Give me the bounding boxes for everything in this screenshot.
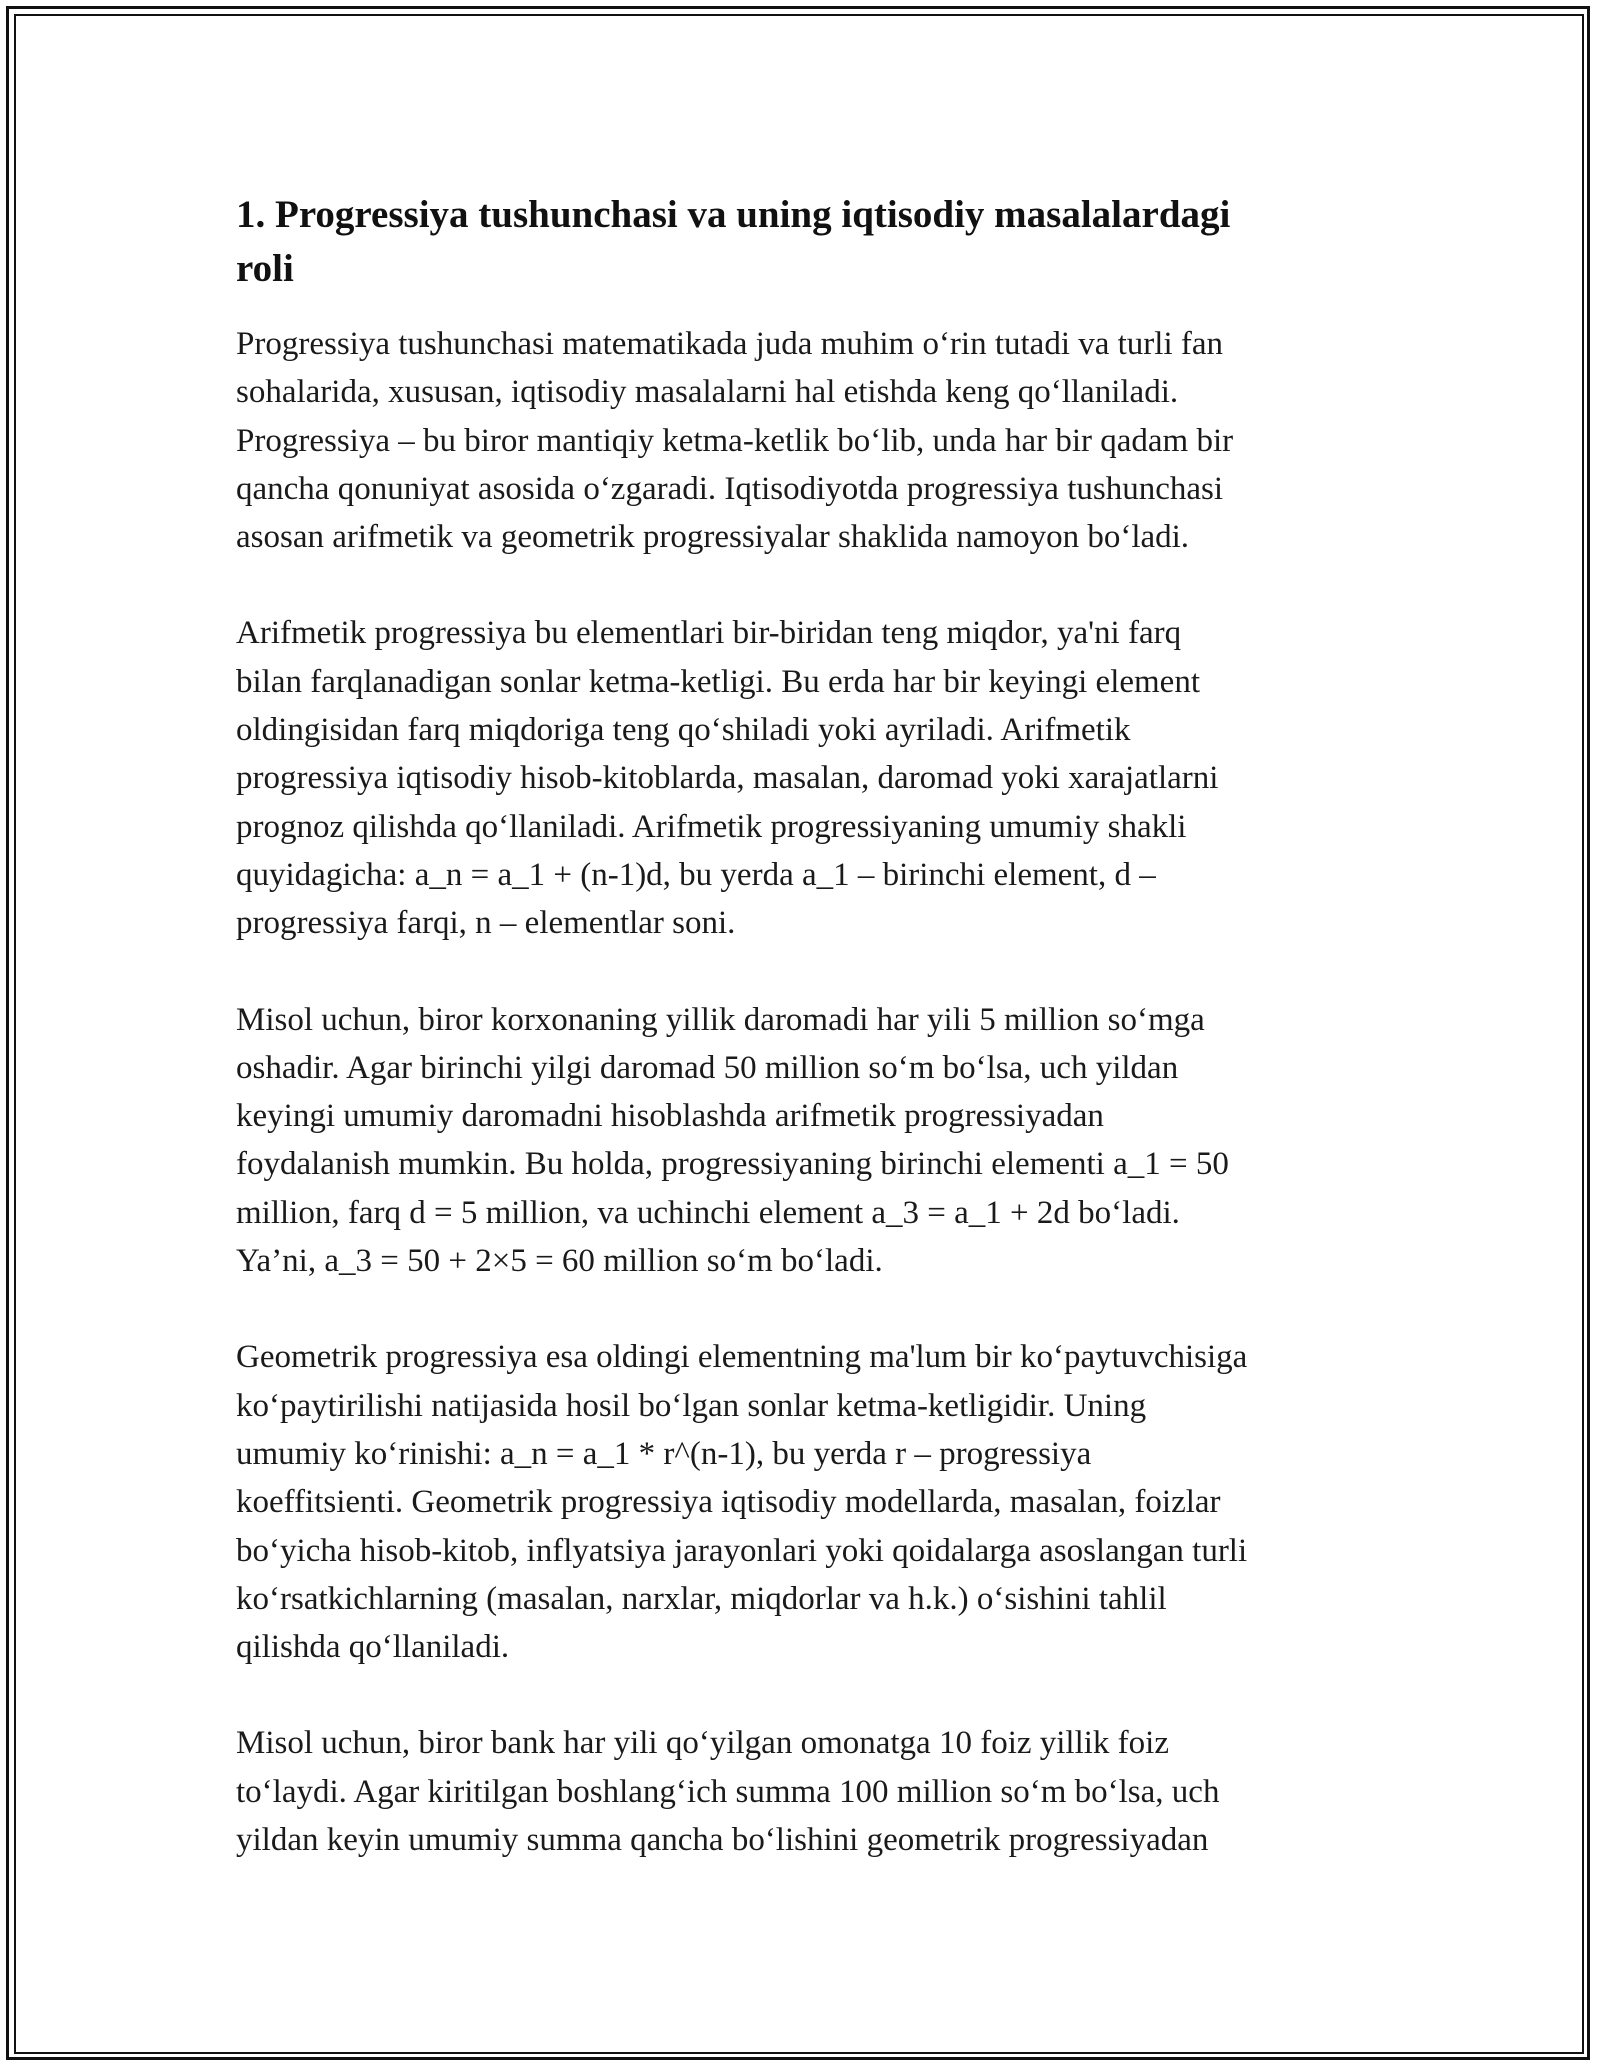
text-line: bilan farqlanadigan sonlar ketma-ketligi. Bu erda har bir keyingi element: [236, 663, 1200, 700]
text-line: keyingi umumiy daromadni hisoblashda arifmetik progressiyadan: [236, 1098, 1104, 1135]
heading-line: roli: [236, 247, 294, 290]
text-line: prognoz qilishda qo‘llaniladi. Arifmetik progressiyaning umumiy shakli: [236, 808, 1187, 845]
text-line: Ya’ni, a_3 = 50 + 2×5 = 60 million so‘m bo‘ladi.: [236, 1243, 883, 1280]
text-line: yildan keyin umumiy summa qancha bo‘lishini geometrik progressiyadan: [236, 1822, 1209, 1859]
text-line: Misol uchun, biror bank har yili qo‘yilgan omonatga 10 foiz yillik foiz: [236, 1725, 1169, 1762]
text-line: sohalarida, xususan, iqtisodiy masalalarni hal etishda keng qo‘llaniladi.: [236, 374, 1179, 411]
text-line: million, farq d = 5 million, va uchinchi element a_3 = a_1 + 2d bo‘ladi.: [236, 1194, 1180, 1231]
text-line: bo‘yicha hisob-kitob, inflyatsiya jarayonlari yoki qoidalarga asoslangan turli: [236, 1532, 1248, 1569]
text-line: Progressiya – bu biror mantiqiy ketma-ketlik bo‘lib, unda har bir qadam bir: [236, 422, 1234, 459]
heading-line: 1. Progressiya tushunchasi va uning iqtisodiy masalalardagi: [236, 193, 1231, 236]
text-line: ko‘paytirilishi natijasida hosil bo‘lgan sonlar ketma-ketligidir. Uning: [236, 1387, 1147, 1424]
text-line: Arifmetik progressiya bu elementlari bir-biridan teng miqdor, ya'ni farq: [236, 615, 1182, 652]
paragraph-arithmetic-progression: [236, 609, 1366, 947]
paragraph-progression-intro: [236, 320, 1366, 561]
text-line: to‘laydi. Agar kiritilgan boshlang‘ich summa 100 million so‘m bo‘lsa, uch: [236, 1773, 1220, 1810]
text-line: foydalanish mumkin. Bu holda, progressiyaning birinchi elementi a_1 = 50: [236, 1146, 1229, 1183]
text-line: oldingisidan farq miqdoriga teng qo‘shiladi yoki ayriladi. Arifmetik: [236, 712, 1131, 749]
text-line: asosan arifmetik va geometrik progressiyalar shaklida namoyon bo‘ladi.: [236, 519, 1190, 556]
text-line: ko‘rsatkichlarning (masalan, narxlar, miqdorlar va h.k.) o‘sishini tahlil: [236, 1580, 1167, 1617]
section-heading: [236, 188, 1366, 296]
paragraph-arithmetic-example: [236, 996, 1366, 1286]
text-line: Progressiya tushunchasi matematikada juda muhim o‘rin tutadi va turli fan: [236, 326, 1224, 362]
text-line: qancha qonuniyat asosida o‘zgaradi. Iqtisodiyotda progressiya tushunchasi: [236, 470, 1224, 507]
paragraph-geometric-progression: [236, 1333, 1366, 1671]
text-line: koeffitsienti. Geometrik progressiya iqtisodiy modellarda, masalan, foizlar: [236, 1484, 1221, 1521]
paragraph-geometric-example: [236, 1719, 1366, 1864]
text-line: qilishda qo‘llaniladi.: [236, 1629, 510, 1666]
text-line: progressiya farqi, n – elementlar soni.: [236, 905, 736, 942]
text-line: quyidagicha: a_n = a_1 + (n-1)d, bu yerda a_1 – birinchi element, d –: [236, 856, 1156, 893]
document-body: [236, 188, 1366, 1912]
text-line: Misol uchun, biror korxonaning yillik daromadi har yili 5 million so‘mga: [236, 1001, 1205, 1038]
text-line: oshadir. Agar birinchi yilgi daromad 50 million so‘m bo‘lsa, uch yildan: [236, 1049, 1179, 1086]
text-line: progressiya iqtisodiy hisob-kitoblarda, masalan, daromad yoki xarajatlarni: [236, 760, 1219, 797]
text-line: Geometrik progressiya esa oldingi elementning ma'lum bir ko‘paytuvchisiga: [236, 1339, 1248, 1376]
text-line: umumiy ko‘rinishi: a_n = a_1 * r^(n-1), bu yerda r – progressiya: [236, 1435, 1092, 1472]
